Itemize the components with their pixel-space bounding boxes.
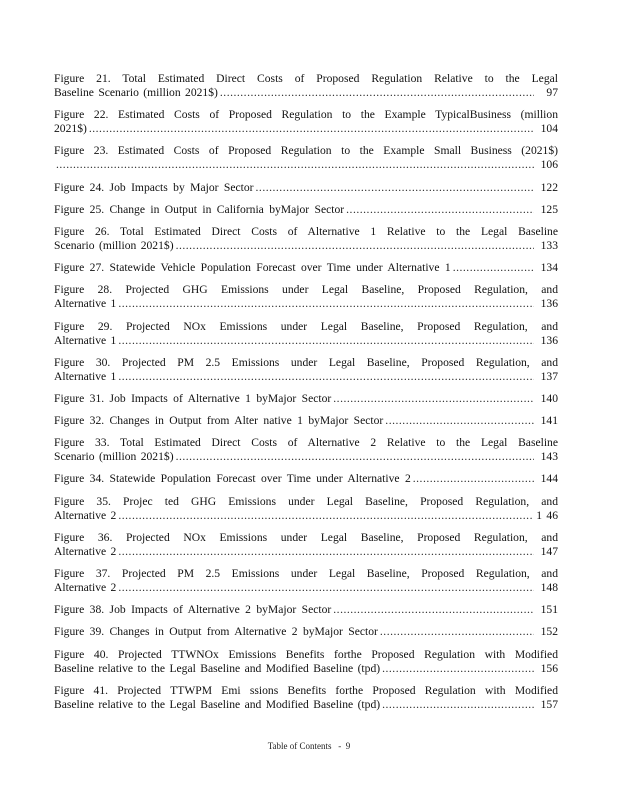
dot-leader <box>220 86 534 100</box>
toc-entry-leader-line <box>54 261 558 275</box>
toc-entry-title-line: Figure 39. Changes in Output from Alternative 2 byMajor Sector <box>54 625 378 639</box>
toc-entry-title-line: Scenario (million 2021$) <box>54 450 174 464</box>
toc-entry-page-number[interactable]: 148 <box>540 581 558 594</box>
toc-entry-title-line: Alternative 2 <box>54 508 117 522</box>
footer-label: Table of Contents <box>267 741 332 751</box>
toc-entry-leader-line <box>54 581 558 595</box>
toc-entry-title-line: Alternative 1 <box>54 369 117 383</box>
toc-entry[interactable] <box>54 144 558 172</box>
dot-leader <box>380 625 534 639</box>
toc-entry[interactable] <box>54 472 558 486</box>
dot-leader <box>413 472 534 486</box>
footer-separator: - <box>331 741 346 751</box>
toc-entry-title-line: Figure 24. Job Impacts by Major Sector <box>54 180 254 194</box>
toc-entry[interactable] <box>54 320 558 348</box>
toc-entry[interactable] <box>54 567 558 595</box>
page-footer <box>0 741 618 751</box>
dot-leader <box>118 545 534 559</box>
toc-entry[interactable] <box>54 414 558 428</box>
toc-entry-page-number[interactable]: 137 <box>540 369 558 383</box>
toc-entry-title-line: Figure 37. Projected PM 2.5 Emissions under Legal Baseline, Proposed Regulation, and <box>54 567 558 580</box>
toc-entry-page-number[interactable]: 156 <box>540 661 558 675</box>
dot-leader <box>333 603 534 617</box>
toc-entry-title-line: Figure 34. Statewide Population Forecast over Time under Alternative 2 <box>54 472 411 486</box>
toc-entry-leader-line <box>54 392 558 406</box>
toc-entry[interactable] <box>54 495 558 523</box>
toc-entry-title-line: Baseline relative to the Legal Baseline and Modified Baseline (tpd) <box>54 697 381 711</box>
toc-entry-page-number[interactable]: 134 <box>540 261 558 275</box>
toc-entry[interactable] <box>54 261 558 275</box>
toc-entry-title-line: Figure 21. Total Estimated Direct Costs of Proposed Regulation Relative to the Legal <box>54 72 558 85</box>
dot-leader <box>118 297 534 311</box>
toc-entry-page-number[interactable]: 106 <box>540 158 558 172</box>
dot-leader <box>453 261 534 275</box>
toc-entry-title-line: Figure 22. Estimated Costs of Proposed Regulation to the Example TypicalBusiness (million <box>54 108 558 122</box>
toc-entry-title-line: Scenario (million 2021$) <box>54 238 174 252</box>
toc-entry-page-number[interactable]: 133 <box>540 238 558 252</box>
toc-entry-title-line: Figure 29. Projected NOx Emissions under Legal Baseline, Proposed Regulation, and <box>54 319 558 333</box>
toc-entry-title-line: Figure 41. Projected TTWPM Emi ssions Benefits forthe Proposed Regulation with Modified <box>54 683 558 697</box>
toc-entry-leader-line <box>54 122 558 136</box>
toc-entry[interactable] <box>54 181 558 195</box>
dot-leader <box>56 158 534 172</box>
toc-entry-page-number[interactable]: 147 <box>540 544 558 558</box>
dot-leader <box>382 662 534 676</box>
table-of-figures <box>54 72 558 720</box>
toc-entry-page-number[interactable]: 136 <box>540 333 558 347</box>
toc-entry[interactable] <box>54 625 558 639</box>
toc-entry-title-line: Figure 27. Statewide Vehicle Population Forecast over Time under Alternative 1 <box>54 261 451 275</box>
dot-leader <box>346 203 534 217</box>
dot-leader <box>176 239 534 253</box>
toc-entry-leader-line <box>54 86 558 100</box>
dot-leader <box>382 698 534 712</box>
toc-entry-title-line: Figure 38. Job Impacts of Alternative 2 byMajor Sector <box>54 603 332 617</box>
toc-entry-title-line: Figure 28. Projected GHG Emissions under Legal Baseline, Proposed Regulation, and <box>54 283 558 297</box>
toc-entry-leader-line <box>54 662 558 676</box>
toc-entry-page-number[interactable]: 122 <box>540 180 558 194</box>
toc-entry-title-line: Figure 23. Estimated Costs of Proposed Regulation to the Example Small Business (2021$) <box>54 144 558 158</box>
toc-entry-leader-line <box>54 181 558 195</box>
toc-entry-page-number[interactable]: 140 <box>540 391 558 405</box>
toc-entry-title-line: 2021$) <box>54 122 87 136</box>
toc-entry-leader-line <box>54 297 558 311</box>
toc-entry-page-number[interactable]: 152 <box>540 625 558 639</box>
toc-entry-title-line: Figure 26. Total Estimated Direct Costs of Alternative 1 Relative to the Legal Baseline <box>54 224 558 238</box>
toc-entry[interactable] <box>54 684 558 712</box>
toc-entry-title-line: Figure 40. Projected TTWNOx Emissions Benefits forthe Proposed Regulation with Modified <box>54 647 558 661</box>
toc-entry[interactable] <box>54 283 558 311</box>
toc-entry-leader-line <box>54 203 558 217</box>
toc-entry-page-number[interactable]: 125 <box>540 202 558 216</box>
toc-entry-leader-line <box>54 334 558 348</box>
toc-entry-page-number[interactable]: 97 <box>546 86 558 99</box>
toc-entry-title-line: Figure 32. Changes in Output from Alter native 1 byMajor Sector <box>54 414 384 428</box>
toc-entry-leader-line <box>54 370 558 384</box>
toc-entry-page-number[interactable]: 141 <box>540 414 558 428</box>
toc-entry-title-line: Baseline relative to the Legal Baseline and Modified Baseline (tpd) <box>54 661 381 675</box>
toc-entry[interactable] <box>54 72 558 100</box>
toc-entry[interactable] <box>54 108 558 136</box>
toc-entry-title-line: Alternative 1 <box>54 333 117 347</box>
toc-entry-title-line: Alternative 2 <box>54 581 117 594</box>
toc-entry-title-line: Alternative 1 <box>54 297 117 311</box>
dot-leader <box>176 450 534 464</box>
toc-entry-page-number[interactable]: 157 <box>540 697 558 711</box>
toc-entry[interactable] <box>54 436 558 464</box>
toc-entry[interactable] <box>54 648 558 676</box>
toc-entry-page-number[interactable]: 136 <box>540 297 558 311</box>
dot-leader <box>118 370 534 384</box>
dot-leader <box>118 509 532 523</box>
dot-leader <box>118 581 534 595</box>
dot-leader <box>333 392 534 406</box>
toc-entry-leader-line <box>54 603 558 617</box>
toc-entry-title-line: Figure 33. Total Estimated Direct Costs of Alternative 2 Relative to the Legal Baseline <box>54 436 558 450</box>
toc-entry-page-number[interactable]: 1 46 <box>536 508 558 522</box>
toc-entry-title-line: Baseline Scenario (million 2021$) <box>54 86 218 99</box>
toc-entry[interactable] <box>54 225 558 253</box>
toc-entry[interactable] <box>54 603 558 617</box>
toc-entry-page-number[interactable]: 143 <box>540 450 558 464</box>
toc-entry-leader-line <box>54 698 558 712</box>
toc-entry-leader-line <box>54 472 558 486</box>
toc-entry-title-line: Figure 36. Projected NOx Emissions under Legal Baseline, Proposed Regulation, and <box>54 530 558 544</box>
toc-entry-page-number[interactable]: 144 <box>540 472 558 486</box>
toc-entry-title-line: Figure 30. Projected PM 2.5 Emissions under Legal Baseline, Proposed Regulation, and <box>54 355 558 369</box>
toc-entry-leader-line <box>54 625 558 639</box>
dot-leader <box>256 181 534 195</box>
footer-page-number: 9 <box>345 741 351 751</box>
toc-entry-title-line: Figure 25. Change in Output in California byMajor Sector <box>54 202 345 216</box>
toc-entry-leader-line <box>54 509 558 523</box>
toc-entry-leader-line <box>54 158 558 172</box>
toc-entry-page-number[interactable]: 104 <box>540 122 558 136</box>
toc-entry-title-line: Alternative 2 <box>54 544 117 558</box>
toc-entry-title-line: Figure 35. Projec ted GHG Emissions under Legal Baseline, Proposed Regulation, and <box>54 494 558 508</box>
dot-leader <box>89 122 534 136</box>
toc-entry-page-number[interactable]: 151 <box>540 603 558 617</box>
toc-entry-leader-line <box>54 545 558 559</box>
toc-entry-leader-line <box>54 414 558 428</box>
toc-entry[interactable] <box>54 356 558 384</box>
toc-entry[interactable] <box>54 392 558 406</box>
toc-entry[interactable] <box>54 531 558 559</box>
toc-entry-leader-line <box>54 239 558 253</box>
dot-leader <box>118 334 534 348</box>
dot-leader <box>385 414 534 428</box>
toc-entry-title-line: Figure 31. Job Impacts of Alternative 1 byMajor Sector <box>54 391 332 405</box>
toc-entry-leader-line <box>54 450 558 464</box>
toc-entry[interactable] <box>54 203 558 217</box>
